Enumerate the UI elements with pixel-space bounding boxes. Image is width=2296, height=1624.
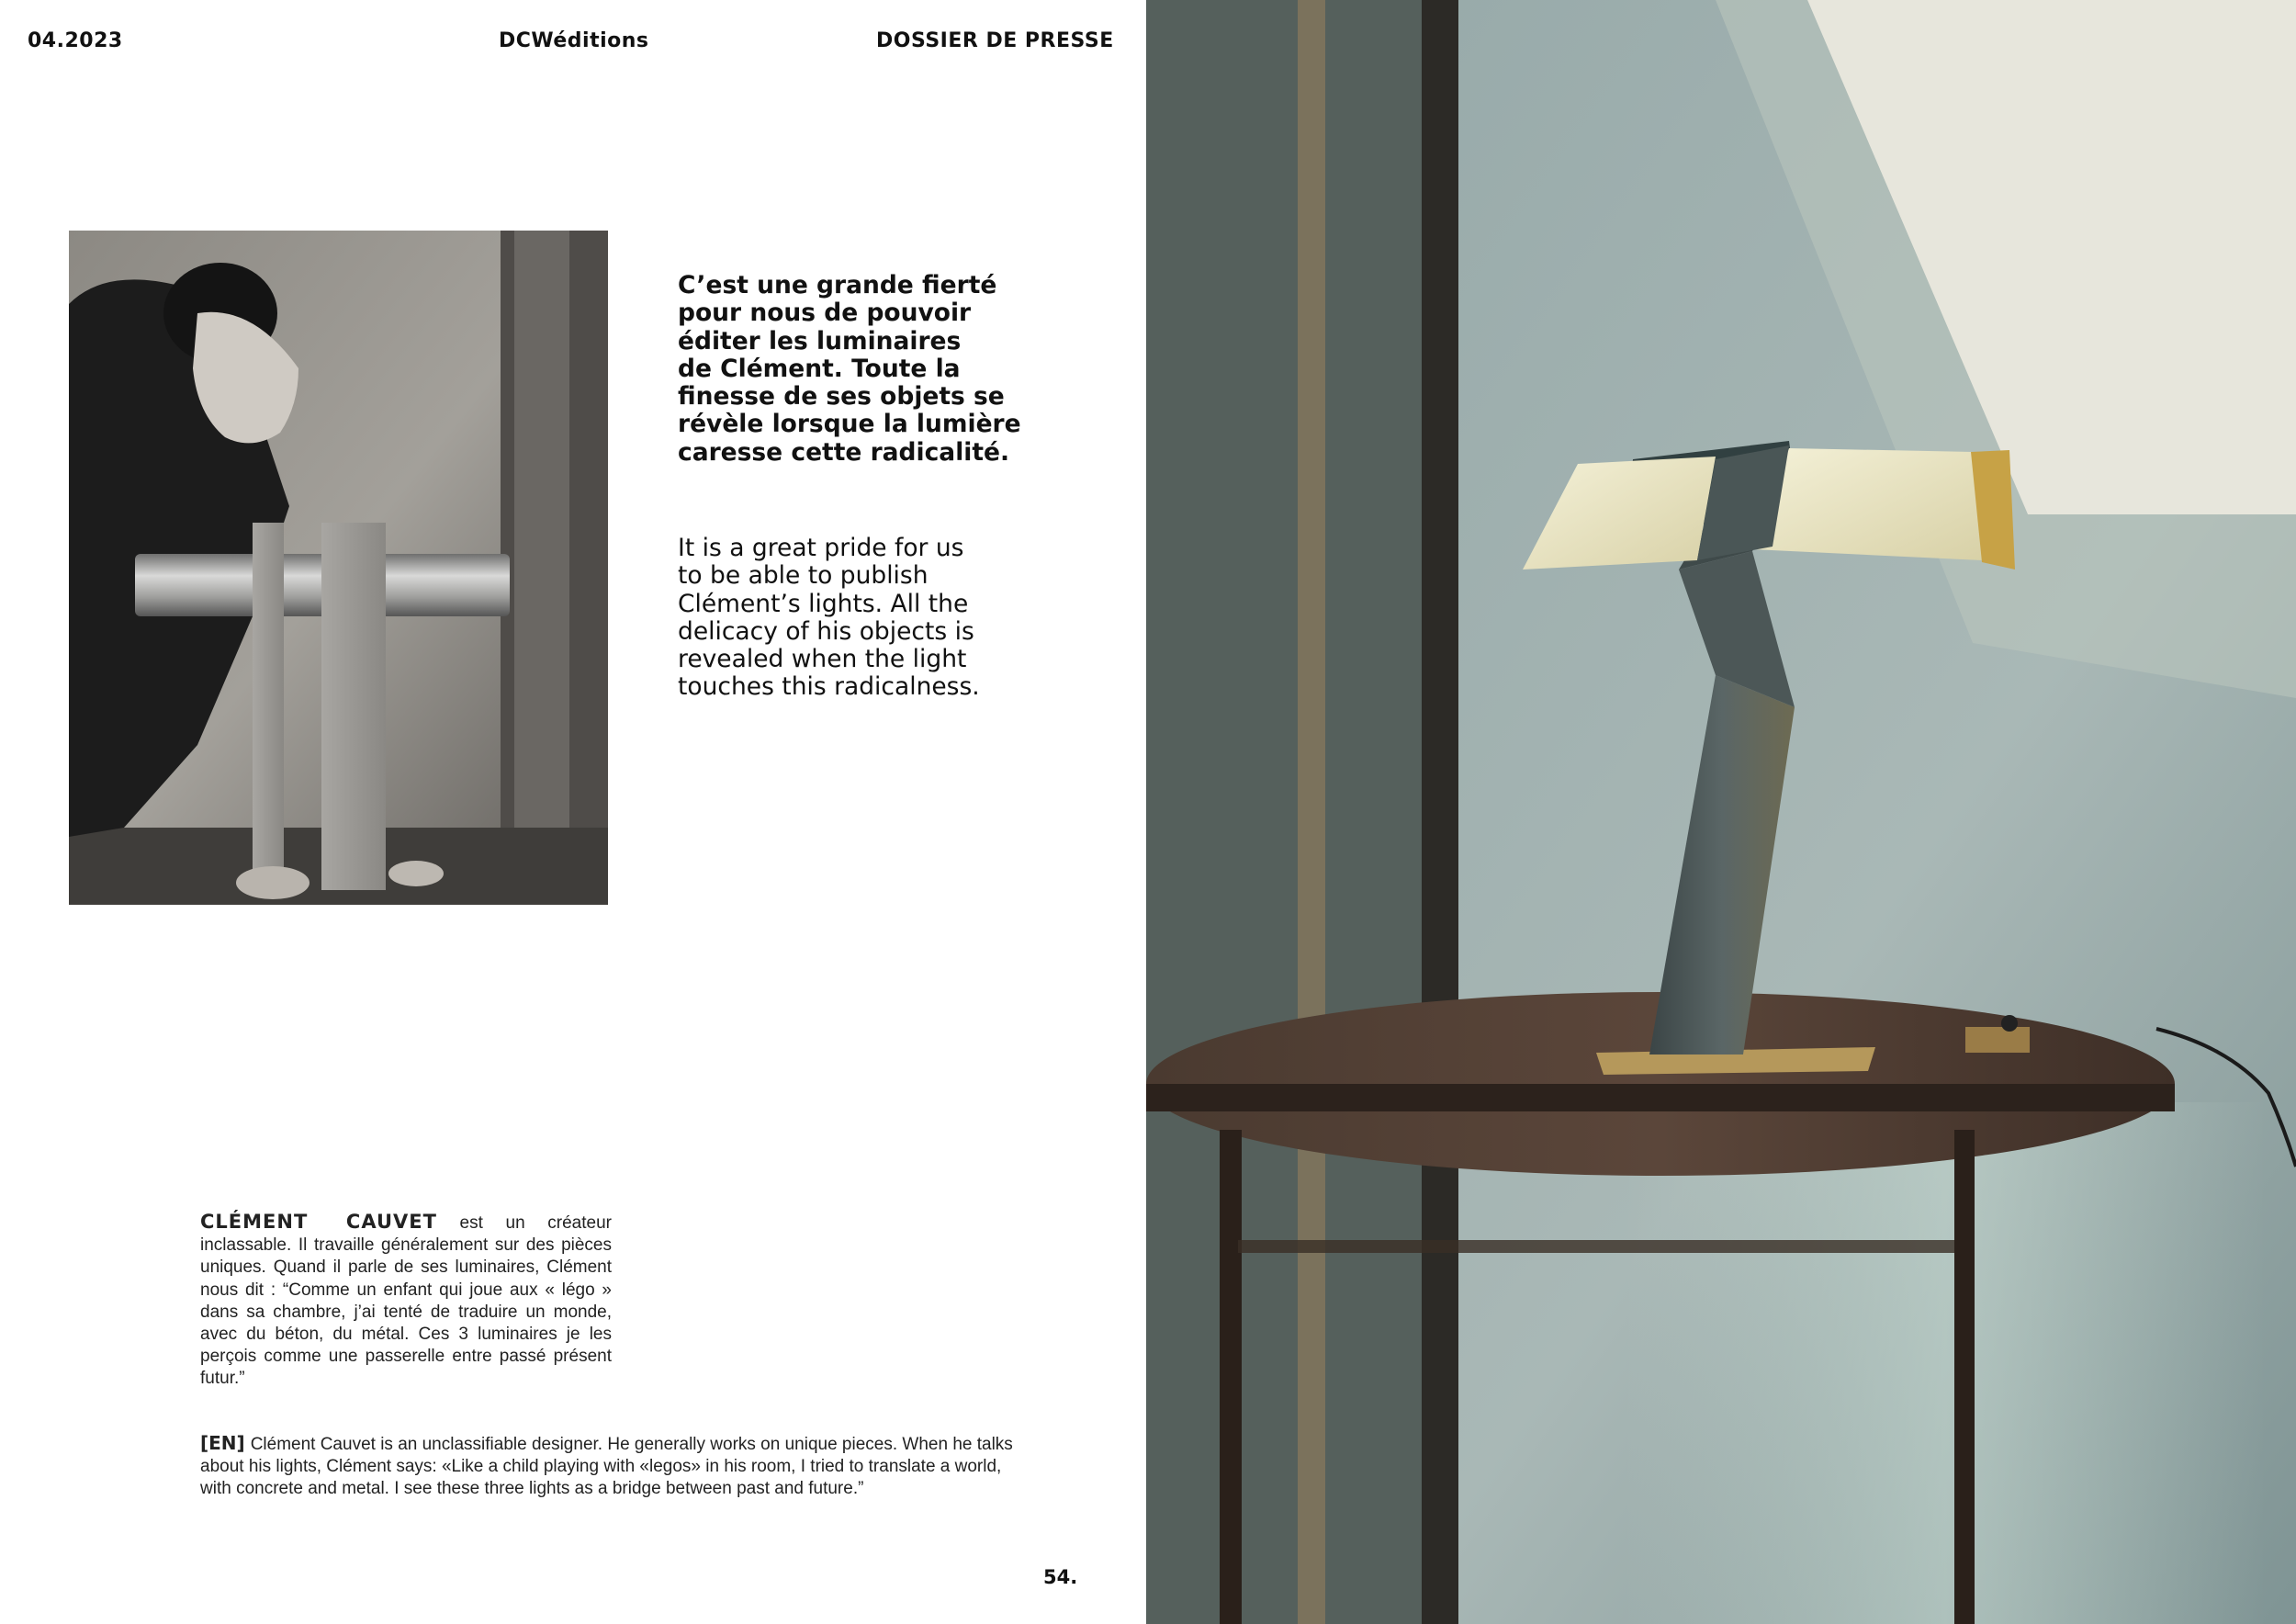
brand-name: DCWéditions: [499, 29, 649, 52]
section-title: DOSSIER DE PRESSE: [876, 29, 1114, 52]
bio-english-text: Clément Cauvet is an unclassifiable designer. He generally works on unique pieces. When he talks about his lights, Clément says: «Like a child playing with «legos» in his room, I tried to translate a world, with concrete and metal. I see these three lights as a bridge between past and future.”: [200, 1435, 1013, 1499]
designer-bio-french: [200, 1211, 612, 1391]
left-page: [0, 0, 1146, 1624]
issue-date: 04.2023: [28, 29, 123, 52]
bio-french-text: est un créateur inclassable. Il travaille généralement sur des pièces uniques. Quand il parle de ses luminaires, Clément nous dit : “Comme un enfant qui joue aux « légo » dans sa chambre, j’ai tenté de traduire un monde, avec du béton, du métal. Ces 3 luminaires je les perçois comme une passerelle entre passé présent futur.”: [200, 1213, 612, 1389]
designer-portrait-image: [69, 231, 608, 905]
designer-bio-english: [200, 1432, 1027, 1501]
lamp-photo-image: [1146, 0, 2296, 1624]
quote-english: It is a great pride for us to be able to publish Clément’s lights. All the delicacy of his objects is revealed when the light touches this radicalness.: [678, 534, 980, 702]
page-number: 54.: [1043, 1566, 1078, 1588]
designer-name: CLÉMENT CAUVET: [200, 1211, 437, 1233]
quote-french: C’est une grande fierté pour nous de pouvoir éditer les luminaires de Clément. Toute la finesse de ses objets se révèle lorsque la lumière caresse cette radicalité.: [678, 271, 1021, 467]
language-tag: [EN]: [200, 1432, 245, 1454]
